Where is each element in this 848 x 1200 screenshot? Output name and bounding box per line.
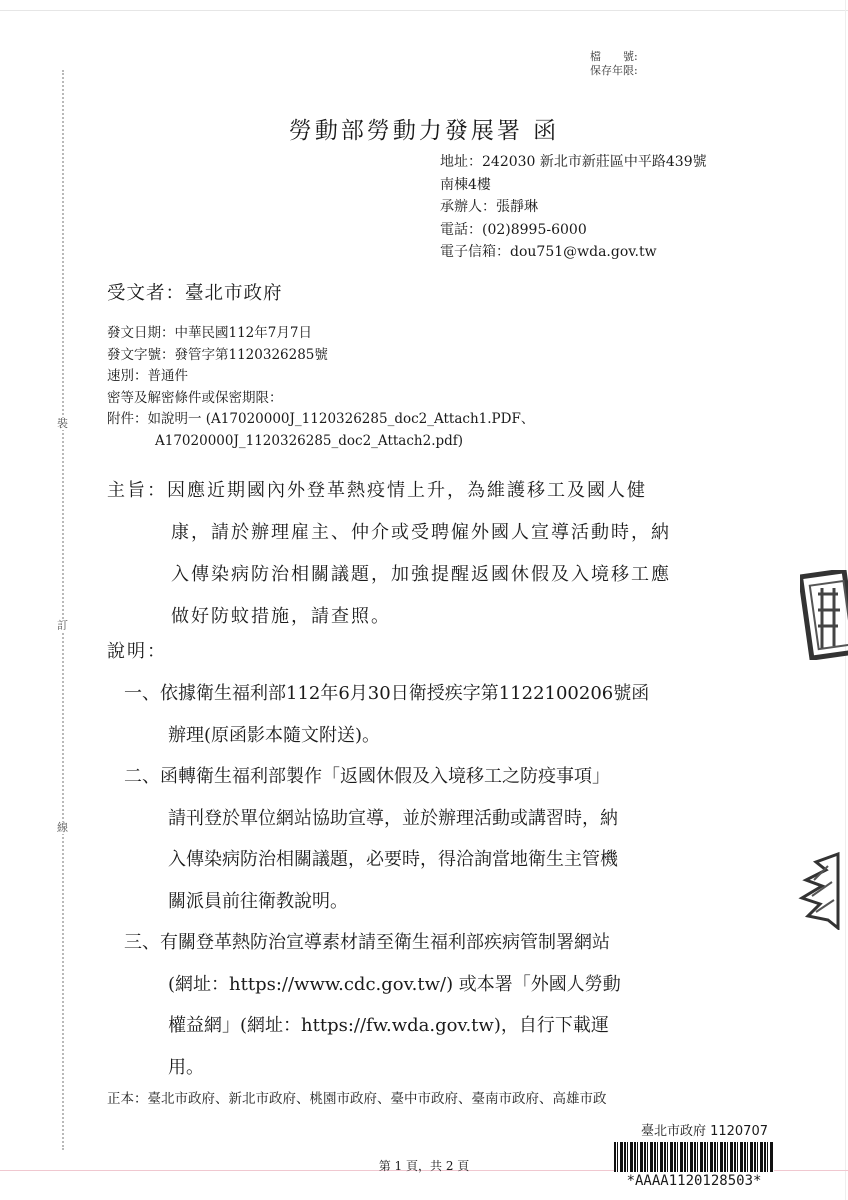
barcode-number: *AAAA1120128503* [626, 1173, 762, 1189]
binding-mark-ding: 訂 [57, 619, 68, 632]
item-line: 二、函轉衛生福利部製作「返國休假及入境移工之防疫事項」 [124, 766, 610, 787]
item-line: 一、依據衛生福利部112年6月30日衛授疾字第1122100206號函 [124, 683, 650, 704]
explanation-item-3 [0, 922, 649, 1088]
item-line: 用。 [168, 1056, 204, 1078]
item-line: 三、有關登革熱防治宣導素材請至衛生福利部疾病管制署網站 [124, 932, 610, 953]
subject-line: 入傳染病防治相關議題，加強提醒返國休假及入境移工應 [171, 564, 671, 585]
archive-file-no: 檔 號: [590, 50, 638, 63]
archive-info [590, 50, 638, 78]
official-seal-icon [800, 570, 848, 660]
sender-info [440, 151, 707, 264]
receipt-org: 臺北市政府 1120707 [640, 1124, 768, 1139]
item-line: 請刊登於單位網站協助宣導，並於辦理活動或講習時，納 [168, 807, 618, 829]
recipient: 受文者：臺北市政府 [107, 283, 283, 304]
document-title: 勞動部勞動力發展署 函 [288, 118, 560, 144]
subject-line: 康，請於辦理雇主、仲介或受聘僱外國人宣導活動時，納 [171, 522, 671, 543]
attachment-cont: A17020000J_1120326285_doc2_Attach2.pdf) [155, 432, 464, 449]
delivery-speed: 速別：普通件 [107, 368, 188, 384]
subject-line: 做好防蚊措施，請查照。 [171, 606, 391, 627]
attachment: 附件：如說明一 (A17020000J_1120326285_doc2_Attach1.PDF、 [107, 411, 535, 427]
document-number: 發文字號：發管字第1120326285號 [107, 346, 328, 363]
sender-address-cont: 南棟4樓 [440, 176, 491, 193]
binding-mark-xian: 線 [57, 821, 68, 834]
item-line: 辦理(原函影本隨文附送)。 [168, 724, 381, 746]
item-line: (網址：https://www.cdc.gov.tw/) 或本署「外國人勞動 [168, 973, 621, 995]
subject [107, 470, 671, 638]
carbon-copy-recipients: 正本：臺北市政府、新北市政府、桃園市政府、臺中市政府、臺南市政府、高雄市政 [107, 1091, 607, 1107]
top-edge-line [0, 10, 848, 11]
binding-mark-zhuang: 裝 [57, 417, 68, 430]
explanation-item-2 [0, 756, 649, 922]
sender-contact: 承辦人：張靜琳 [440, 199, 538, 215]
explanation-items [0, 673, 649, 1088]
issue-date: 發文日期：中華民國112年7月7日 [107, 325, 312, 341]
receipt-stamp [614, 1120, 774, 1189]
partial-seal-icon [798, 850, 848, 930]
subject-line: 主旨：因應近期國內外登革熱疫情上升，為維護移工及國人健 [107, 480, 647, 501]
page-number: 第 1 頁，共 2 頁 [378, 1159, 470, 1173]
explanation-item-1 [0, 673, 649, 756]
sender-address: 地址：242030 新北市新莊區中平路439號 [440, 154, 707, 170]
archive-retention: 保存年限: [590, 64, 638, 77]
barcode-icon [614, 1142, 774, 1172]
sender-phone: 電話：(02)8995-6000 [440, 221, 587, 238]
document-meta [107, 323, 534, 452]
item-line: 權益網」(網址：https://fw.wda.gov.tw)，自行下載運 [168, 1015, 609, 1036]
security-level: 密等及解密條件或保密期限： [107, 389, 283, 406]
item-line: 關派員前往衛教說明。 [168, 890, 348, 912]
sender-email: 電子信箱：dou751@wda.gov.tw [440, 244, 657, 260]
item-line: 入傳染病防治相關議題，必要時，得洽詢當地衛生主管機 [168, 849, 618, 870]
explanation-label: 說明： [107, 641, 167, 662]
